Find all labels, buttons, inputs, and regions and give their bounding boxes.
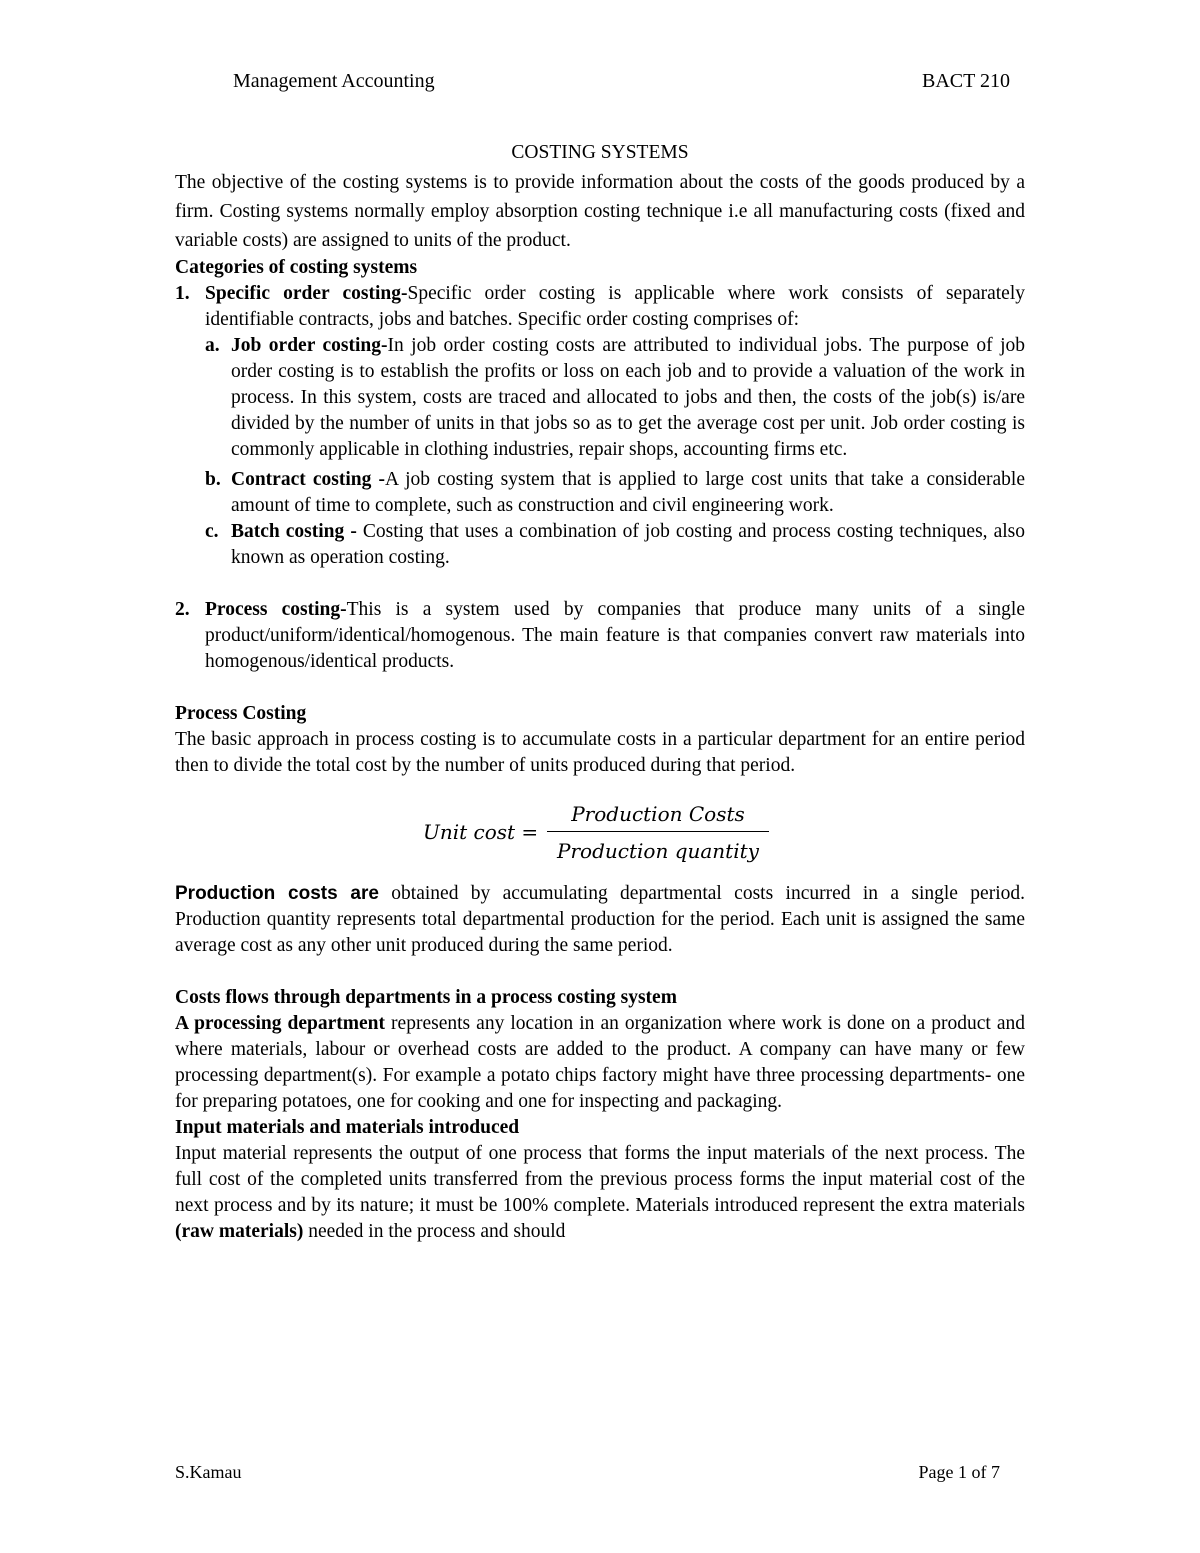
list-item (205, 467, 1025, 519)
item-text: This is a system used by companies that produce many units of a single product/uniform/identical/homogenous. The main feature is that companies convert raw materials into homogenous/identical products. (205, 599, 1025, 672)
costing-categories-list (175, 281, 1025, 675)
formula-fraction (547, 801, 769, 864)
formula-denominator: Production quantity (557, 839, 759, 863)
item-term: Contract costing - (231, 469, 385, 490)
processing-department-term: A processing department (175, 1013, 385, 1034)
list-item (205, 519, 1025, 571)
specific-order-sublist (205, 333, 1025, 571)
list-item (205, 333, 1025, 463)
item-term: Specific order costing- (205, 283, 408, 304)
production-costs-paragraph (175, 881, 1025, 959)
formula-numerator: Production Costs (547, 801, 769, 832)
intro-paragraph: The objective of the costing systems is to provide information about the costs of the goods produced by a firm. Costing systems normally employ absorption costing technique i.e all manufacturing costs (fixed and variable costs) are assigned to units of the product. (175, 172, 1025, 251)
process-costing-heading: Process Costing (175, 703, 307, 724)
item-term: Job order costing- (231, 335, 388, 356)
input-materials-heading: Input materials and materials introduced (175, 1117, 520, 1138)
course-code: BACT 210 (922, 70, 1010, 92)
production-costs-text: obtained by accumulating departmental costs incurred in a single period. Production quantity represents total departmental production for the period. Each unit is assigned the same average cost as any other unit produced during the same period. (175, 883, 1025, 956)
formula-lhs: Unit cost = (423, 820, 539, 844)
item-number: c. (205, 521, 219, 542)
item-text: In job order costing costs are attributed to individual jobs. The purpose of job order costing is to establish the profits or loss on each job and to provide a valuation of the work in process. In this system, costs are traced and allocated to jobs and then, the costs of the job(s) is/are divided by the number of units in that jobs so as to get the average cost per unit. Job order costing is commonly applicable in clothing industries, repair shops, accounting firms etc. (231, 335, 1025, 460)
page-title: COSTING SYSTEMS (511, 142, 689, 163)
item-text: Specific order costing is applicable where work consists of separately identifiable contracts, jobs and batches. Specific order costing comprises of: (205, 283, 1026, 330)
input-materials-text: Input material represents the output of one process that forms the input materials of the next process. The full cost of the completed units transferred from the previous process forms the input material cost of the next process and by its nature; it must be 100% complete. Materials introduced represent the extra materials (175, 1143, 1025, 1216)
item-number: 1. (175, 283, 190, 304)
cost-flows-heading: Costs flows through departments in a process costing system (175, 987, 677, 1008)
document-body (175, 140, 1025, 1245)
list-item (175, 597, 1025, 675)
process-costing-paragraph: The basic approach in process costing is to accumulate costs in a particular department for an entire period then to divide the total cost by the number of units produced during that period. (175, 729, 1025, 776)
input-materials-text-end: needed in the process and should (303, 1221, 566, 1242)
production-costs-term: Production costs are (175, 883, 379, 904)
item-term: Process costing- (205, 599, 347, 620)
item-number: b. (205, 469, 221, 490)
categories-heading: Categories of costing systems (175, 257, 418, 278)
item-text: A job costing system that is applied to large cost units that take a considerable amount of time to complete, such as construction and civil engineering work. (231, 469, 1025, 516)
unit-cost-formula (175, 779, 1025, 867)
input-materials-paragraph (175, 1141, 1025, 1245)
item-text: Costing that uses a combination of job costing and process costing techniques, also known as operation costing. (231, 521, 1025, 568)
author-name: S.Kamau (175, 1462, 242, 1482)
cost-flows-text: represents any location in an organization where work is done on a product and where materials, labour or overhead costs are added to the product. A company can have many or few processing department(s). For example a potato chips factory might have three processing departments- one for preparing potatoes, one for cooking and one for inspecting and packaging. (175, 1013, 1025, 1112)
item-number: 2. (175, 599, 190, 620)
raw-materials-term: (raw materials) (175, 1221, 304, 1242)
list-item (175, 281, 1025, 571)
item-term: Batch costing - (231, 521, 363, 542)
course-title: Management Accounting (233, 70, 435, 92)
cost-flows-paragraph (175, 1011, 1025, 1115)
page-number: Page 1 of 7 (918, 1462, 1000, 1482)
item-number: a. (205, 335, 220, 356)
